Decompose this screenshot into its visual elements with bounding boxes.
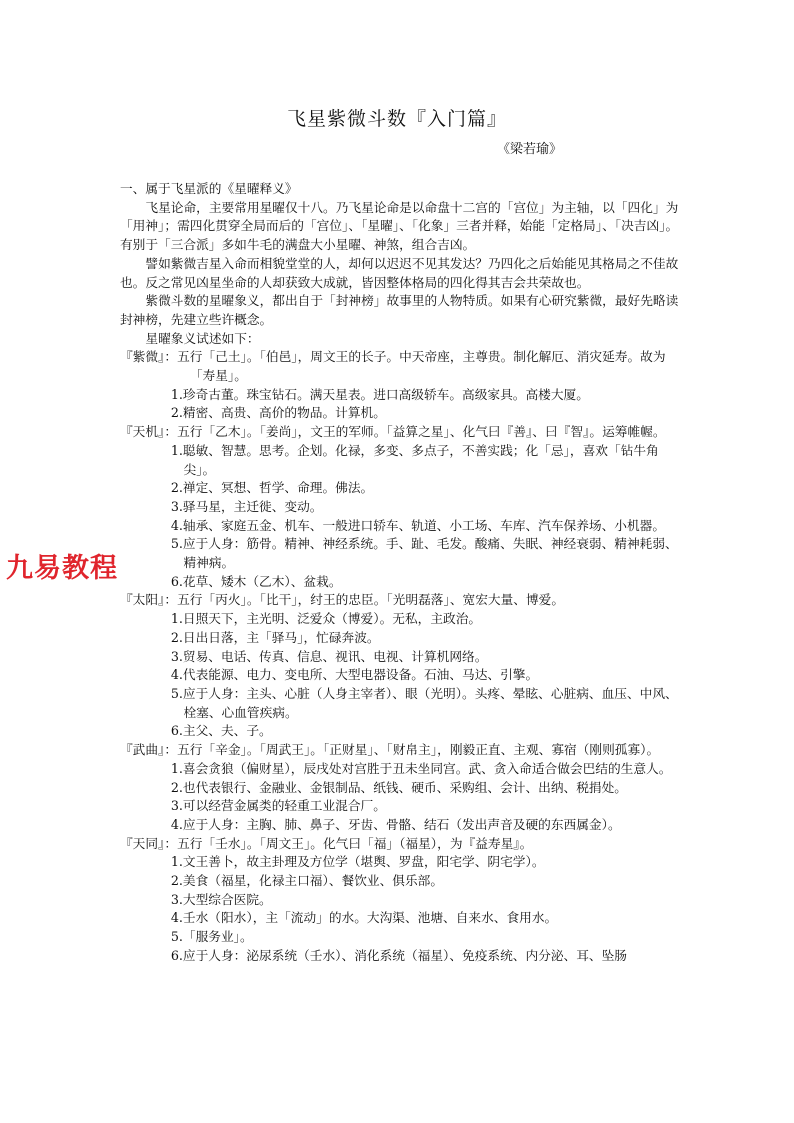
star-item: 3.贸易、电话、传真、信息、视讯、电视、计算机网络。 xyxy=(170,648,488,664)
section-heading: 一、属于飞星派的《星曜释义》 xyxy=(120,181,298,196)
star-item: 6.应于人身：泌尿系统（壬水）、消化系统（福星）、免疫系统、内分泌、耳、坠肠 xyxy=(170,947,627,963)
star-item: 1.喜会贪狼（偏财星），辰戌处对宫胜于丑未坐同宫。武、贪入命适合做会巴结的生意人。 xyxy=(170,760,672,776)
intro-paragraph: 飞星论命，主要常用星曜仅十八。乃飞星论命是以命盘十二宫的「宫位」为主轴，以「四化」为「用神」；需四化贯穿全局而后的「宫位」、「星曜」、「化象」三者并释，始能「定格局」、「决吉凶」。有别于「三合派」多如牛毛的满盘大小星曜、神煞，组合吉凶。 xyxy=(120,199,679,253)
star-item: 1.文王善卜，故主卦理及方位学（堪舆、罗盘，阳宅学、阴宅学）。 xyxy=(170,854,545,870)
intro-paragraph: 譬如紫微吉星入命而相貌堂堂的人，却何以迟迟不见其发达？乃四化之后始能见其格局之不佳故也。反之常见凶星坐命的人却获致大成就，皆因整体格局的四化得其吉会共荣故也。 xyxy=(120,255,679,290)
star-item: 2.禅定、冥想、哲学、命理。佛法。 xyxy=(170,480,374,496)
star-item: 1.珍奇古董。珠宝钻石。满天星表。进口高级轿车。高级家具。高楼大厦。 xyxy=(170,386,589,402)
star-item: 3.大型综合医院。 xyxy=(170,891,272,907)
star-item: 2.精密、高贵、高价的物品。计算机。 xyxy=(170,405,386,421)
star-item: 4.应于人身：主胸、肺、鼻子、牙齿、骨骼、结石（发出声音及硬的东西属金）。 xyxy=(170,816,621,832)
star-item: 2.日出日落，主「驿马」，忙碌奔波。 xyxy=(170,629,380,645)
star-item: 5.应于人身：主头、心脏（人身主宰者）、眼（光明）。头疼、晕眩、心脏病、血压、中风、栓塞、心血管疾病。 xyxy=(170,685,678,720)
star-item: 6.花草、矮木（乙木）、盆栽。 xyxy=(170,573,342,589)
intro-paragraph: 紫微斗数的星曜象义，都出自于「封神榜」故事里的人物特质。如果有心研究紫微，最好先略读封神榜，先建立些许概念。 xyxy=(120,293,679,327)
star-entry-wuqu: 『武曲』：五行「辛金」。「周武王」。「正财星」、「财帛主」，刚毅正直、主观、寡宿（刚则孤寡）。 xyxy=(120,742,660,758)
watermark-logo-text: 九易教程 xyxy=(6,553,118,584)
star-item: 6.主父、夫、子。 xyxy=(170,723,272,739)
star-item: 4.壬水（阳水），主「流动」的水。大沟渠、池塘、自来水、食用水。 xyxy=(170,910,558,926)
document-body xyxy=(120,180,680,966)
star-entry-tiantong: 『天同』：五行「壬水」。「周文王」。化气曰「福」（福星），为『益寿星』。 xyxy=(120,835,533,851)
star-entry-taiyang: 『太阳』：五行「丙火」。「比干」，纣王的忠臣。「光明磊落」、宽宏大量、博爱。 xyxy=(120,592,565,608)
star-item: 2.美食（福星，化禄主口福）、餐饮业、俱乐部。 xyxy=(170,873,444,889)
star-item: 5.应于人身：筋骨。精神、神经系统。手、趾、毛发。酸痛、失眠、神经衰弱、精神耗弱、精神病。 xyxy=(170,536,678,571)
star-item: 1.日照天下，主光明、泛爱众（博爱）。无私，主政治。 xyxy=(170,611,482,627)
star-entry-ziwei: 『紫微』：五行「己土」。「伯邑」，周文王的长子。中天帝座，主尊贵。制化解厄、消灾延寿。故为「寿星」。 xyxy=(120,349,666,384)
star-item: 3.驿马星，主迁徙、变动。 xyxy=(170,498,323,514)
document-title: 飞星紫微斗数『入门篇』 xyxy=(286,108,507,130)
star-item: 4.轴承、家庭五金、机车、一般进口轿车、轨道、小工场、车库、汽车保养场、小机器。 xyxy=(170,517,666,533)
star-item: 5.「服务业」。 xyxy=(170,929,253,945)
star-item: 4.代表能源、电力、变电所、大型电器设备。石油、马达、引擎。 xyxy=(170,667,539,683)
document-author: 《梁若瑜》 xyxy=(497,142,563,157)
star-item: 2.也代表银行、金融业、金银制品、纸钱、硬币、采购组、会计、出纳、税捐处。 xyxy=(170,779,627,795)
star-item: 3.可以经营金属类的轻重工业混合厂。 xyxy=(170,798,386,814)
star-entry-tianji: 『天机』：五行「乙木」。「姜尚」，文王的军师。「益算之星」、化气曰『善』、曰『智』。运筹帷幄。 xyxy=(120,424,666,440)
intro-paragraph: 星曜象义试述如下： xyxy=(145,330,260,346)
star-item: 1.聪敏、智慧。思考。企划。化禄，多变、多点子，不善实践；化「忌」，喜欢「钻牛角尖」。 xyxy=(170,442,659,477)
